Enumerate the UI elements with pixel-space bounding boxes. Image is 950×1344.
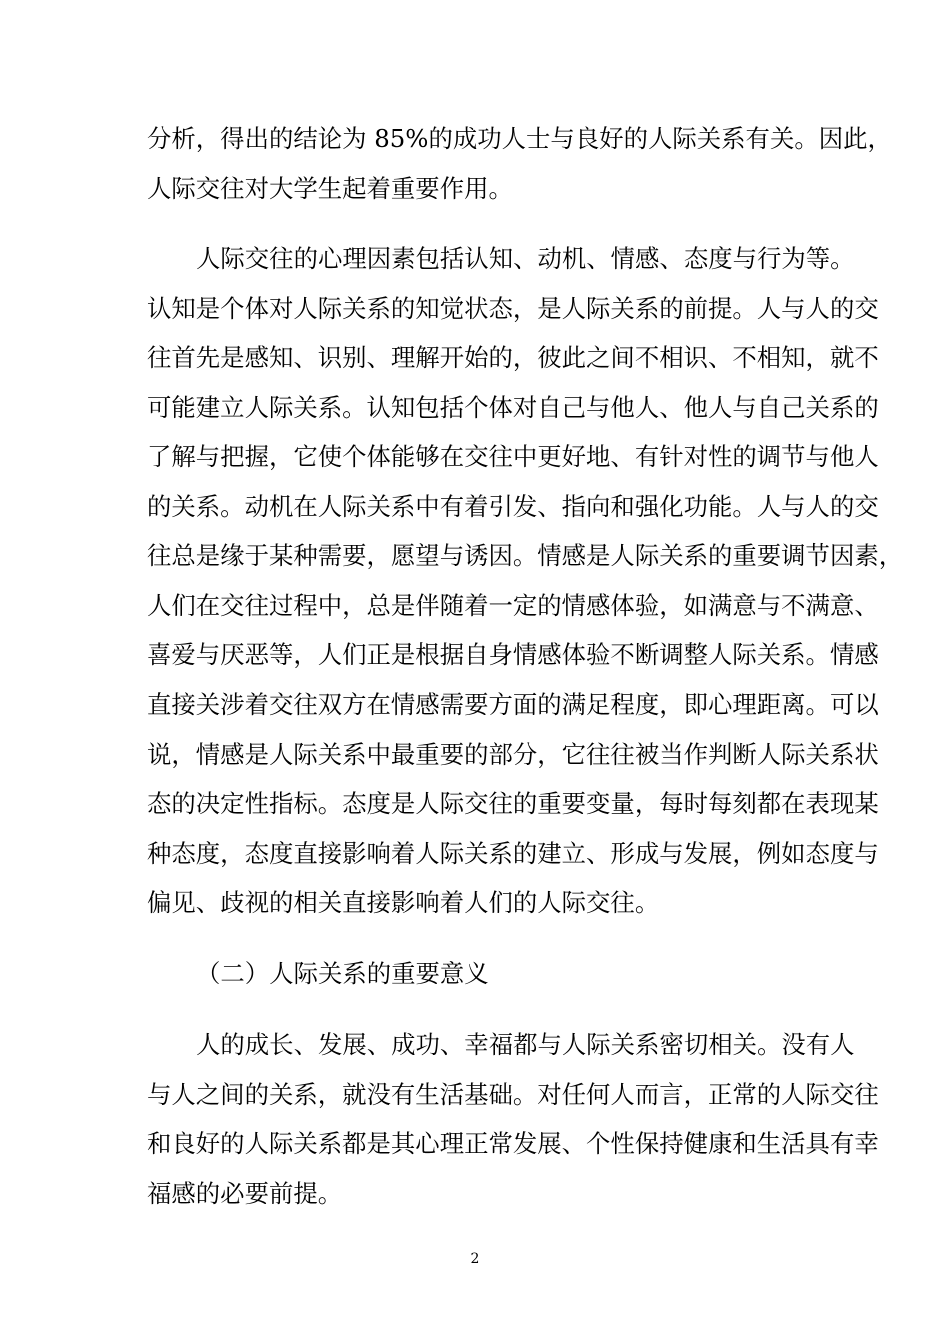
text-line: 与人之间的关系，就没有生活基础。对任何人而言，正常的人际交往 [147, 1080, 879, 1109]
text-line: 人际交往对大学生起着重要作用。 [147, 174, 513, 203]
text-line: 了解与把握，它使个体能够在交往中更好地、有针对性的调节与他人 [147, 442, 879, 471]
text-line: 认知是个体对人际关系的知觉状态，是人际关系的前提。人与人的交 [147, 294, 879, 323]
text-line: 说，情感是人际关系中最重要的部分，它往往被当作判断人际关系状 [147, 740, 879, 769]
text-line: 人的成长、发展、成功、幸福都与人际关系密切相关。没有人 [196, 1030, 855, 1059]
section-heading: （二）人际关系的重要意义 [196, 959, 489, 988]
text-line: 可能建立人际关系。认知包括个体对自己与他人、他人与自己关系的 [147, 393, 879, 422]
page-number: 2 [470, 1251, 480, 1267]
text-line: 喜爱与厌恶等，人们正是根据自身情感体验不断调整人际关系。情感 [147, 640, 879, 669]
text-line: 福感的必要前提。 [147, 1179, 343, 1208]
text-line: 直接关涉着交往双方在情感需要方面的满足程度，即心理距离。可以 [147, 690, 879, 719]
text-line: 和良好的人际关系都是其心理正常发展、个性保持健康和生活具有幸 [147, 1129, 879, 1158]
text-line: 往总是缘于某种需要，愿望与诱因。情感是人际关系的重要调节因素， [147, 541, 904, 570]
text-line: 种态度，态度直接影响着人际关系的建立、形成与发展，例如态度与 [147, 839, 879, 868]
text-line: 人们在交往过程中，总是伴随着一定的情感体验，如满意与不满意、 [147, 591, 879, 620]
text-line: 偏见、歧视的相关直接影响着人们的人际交往。 [147, 888, 660, 917]
text-line: 人际交往的心理因素包括认知、动机、情感、态度与行为等。 [196, 244, 855, 273]
text-line: 分析，得出的结论为 85%的成功人士与良好的人际关系有关。因此， [147, 124, 892, 153]
text-line: 往首先是感知、识别、理解开始的，彼此之间不相识、不相知，就不 [147, 343, 879, 372]
text-line: 的关系。动机在人际关系中有着引发、指向和强化功能。人与人的交 [147, 492, 879, 521]
text-line: 态的决定性指标。态度是人际交往的重要变量，每时每刻都在表现某 [147, 789, 879, 818]
